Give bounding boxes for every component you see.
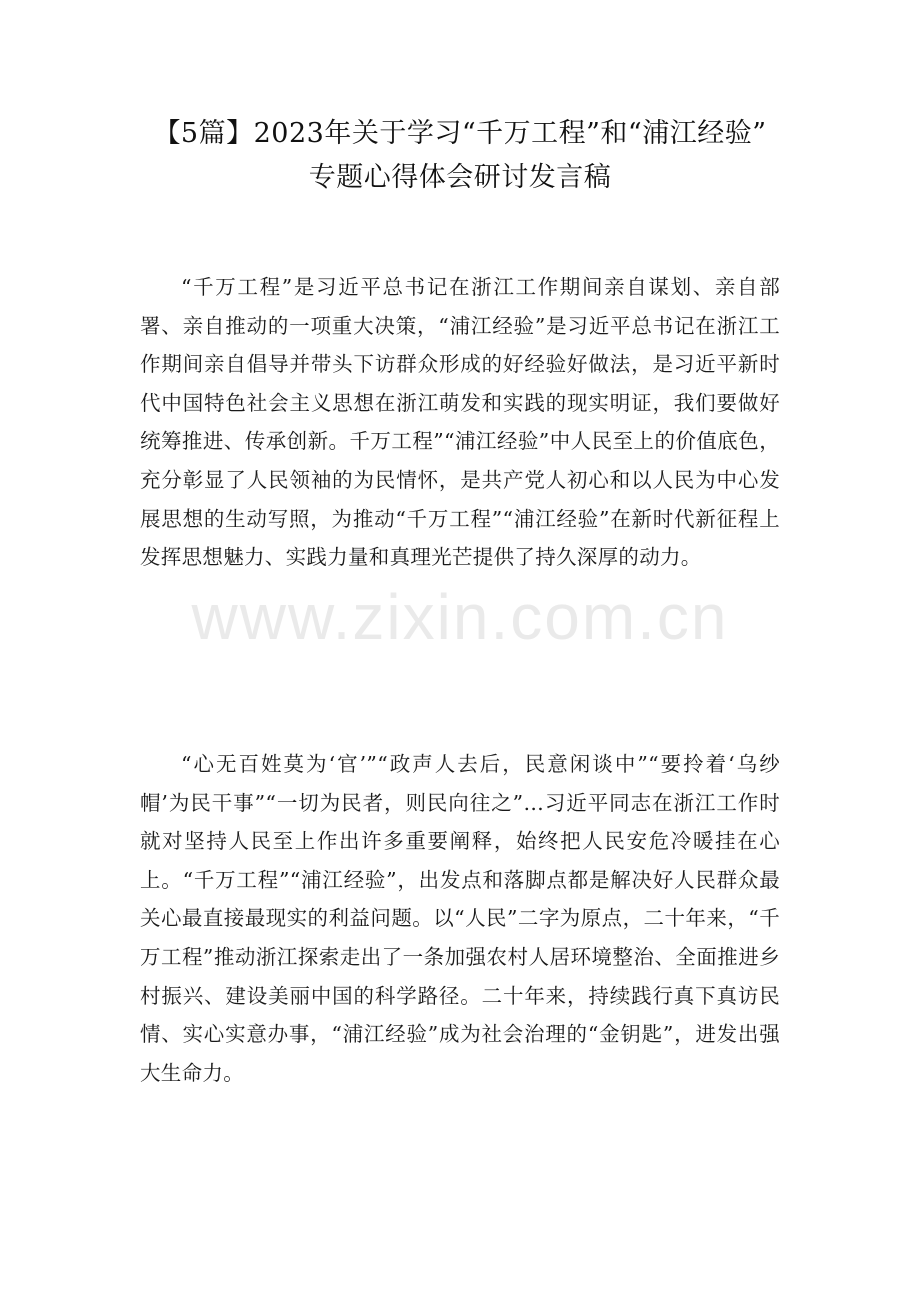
watermark: www.zixin.com.cn bbox=[191, 581, 729, 653]
paragraph-1: “千万工程”是习近平总书记在浙江工作期间亲自谋划、亲自部署、亲自推动的一项重大决策，“浦江经验”是习近平总书记在浙江工作期间亲自倡导并带头下访群众形成的好经验好做法，是习近平新时代中国特色社会主义思想在浙江萌发和实践的现实明证，我们要做好统筹推进、传承创新。千万工程”“浦江经验”中人民至上的价值底色，充分彰显了人民领袖的为民情怀，是共产党人初心和以人民为中心发展思想的生动写照，为推动“千万工程”“浦江经验”在新时代新征程上发挥思想魅力、实践力量和真理光芒提供了持久深厚的动力。 bbox=[140, 275, 780, 570]
paragraph-2: “心无百姓莫为‘官’”“政声人去后，民意闲谈中”“要拎着‘乌纱帽’为民干事”“一切为民者，则民向往之”…习近平同志在浙江工作时就对坚持人民至上作出许多重要阐释，始终把人民安危冷暖挂在心上。“千万工程”“浦江经验”，出发点和落脚点都是解决好人民群众最关心最直接最现实的利益问题。以“人民”二字为原点，二十年来，“千万工程”推动浙江探索走出了一条加强农村人居环境整治、全面推进乡村振兴、建设美丽中国的科学路径。二十年来，持续践行真下真访民情、实心实意办事，“浦江经验”成为社会治理的“金钥匙”，进发出强大生命力。 bbox=[140, 752, 780, 1085]
document-title bbox=[120, 112, 800, 200]
title-line-2: 专题心得体会研讨发言稿 bbox=[308, 162, 612, 193]
title-line-1: 【5篇】2023年关于学习“千万工程”和“浦江经验” bbox=[153, 118, 767, 149]
